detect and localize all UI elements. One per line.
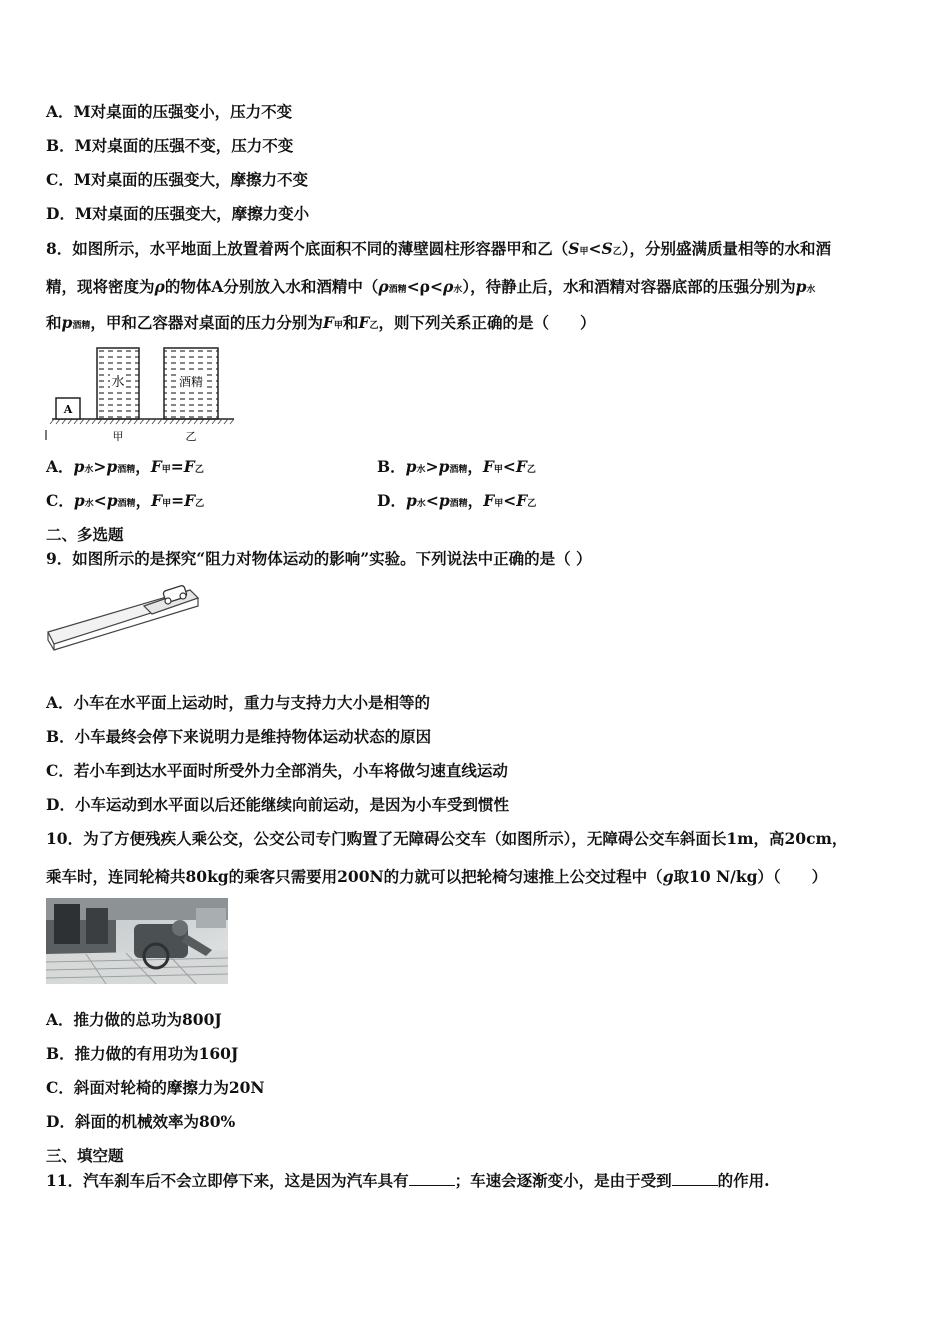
- q8-stem-line-2: 精，现将密度为ρ的物体A分别放入水和酒精中（ρ酒精<ρ<ρ水），待静止后，水和酒精对容器底部的压强分别为p水: [46, 277, 816, 296]
- q10-stem-line-2: 乘车时，连同轮椅共80kg的乘客只需要用200N的力就可以把轮椅匀速推上公交过程中（g取10 N/kg）（ ）: [46, 867, 828, 886]
- q9-incline-cart-figure: [44, 584, 214, 662]
- q8-option-b: B．p水>p酒精，F甲<F乙: [377, 457, 536, 476]
- section-fill-in-heading: 三、填空题: [46, 1146, 124, 1165]
- q10-option-a: A．推力做的总功为800J: [46, 1010, 222, 1029]
- yi-label: 乙: [185, 430, 197, 443]
- q10-stem-line-1: 10．为了方便残疾人乘公交，公交公司专门购置了无障碍公交车（如图所示），无障碍公交车斜面长1m，高20cm，: [46, 829, 848, 848]
- q10-bus-ramp-photo: [46, 898, 228, 984]
- q8-stem-line-1: 8．如图所示，水平地面上放置着两个底面积不同的薄壁圆柱形容器甲和乙（S甲<S乙），分别盛满质量相等的水和酒: [46, 239, 831, 258]
- block-a-label: A: [63, 403, 73, 416]
- jia-label: 甲: [112, 430, 124, 443]
- q11-stem: 11．汽车刹车后不会立即停下来，这是因为汽车具有 ；车速会逐渐变小，是由于受到 的作用.: [46, 1171, 770, 1190]
- q8-stem-line-3: 和p酒精，甲和乙容器对桌面的压力分别为F甲和F乙，则下列关系正确的是（ ）: [46, 313, 596, 332]
- q7-option-b: B．M对桌面的压强不变，压力不变: [46, 136, 294, 155]
- q8-option-c: C．p水<p酒精，F甲=F乙: [46, 491, 205, 510]
- water-label: 水: [111, 375, 125, 390]
- q11-blank-1[interactable]: [409, 1171, 455, 1186]
- q10-option-b: B．推力做的有用功为160J: [46, 1044, 239, 1063]
- q11-blank-2[interactable]: [672, 1171, 718, 1186]
- q9-option-a: A．小车在水平面上运动时，重力与支持力大小是相等的: [46, 693, 431, 712]
- q8-option-d: D．p水<p酒精，F甲<F乙: [377, 491, 537, 510]
- q9-stem: 9．如图所示的是探究“阻力对物体运动的影响”实验。下列说法中正确的是（ ）: [46, 549, 592, 568]
- q8-option-a: A．p水>p酒精，F甲=F乙: [46, 457, 204, 476]
- q9-option-c: C．若小车到达水平面时所受外力全部消失，小车将做匀速直线运动: [46, 761, 508, 780]
- q9-option-b: B．小车最终会停下来说明力是维持物体运动状态的原因: [46, 727, 432, 746]
- q10-option-c: C．斜面对轮椅的摩擦力为20N: [46, 1078, 265, 1097]
- section-multiple-choice-heading: 二、多选题: [46, 525, 124, 544]
- q9-option-d: D．小车运动到水平面以后还能继续向前运动，是因为小车受到惯性: [46, 795, 509, 814]
- q8-containers-figure: [44, 342, 244, 446]
- alcohol-label: 酒精: [178, 375, 204, 389]
- q10-option-d: D．斜面的机械效率为80%: [46, 1112, 236, 1131]
- q7-option-a: A．M对桌面的压强变小，压力不变: [46, 102, 293, 121]
- q7-option-c: C．M对桌面的压强变大，摩擦力不变: [46, 170, 308, 189]
- q7-option-d: D．M对桌面的压强变大，摩擦力变小: [46, 204, 310, 223]
